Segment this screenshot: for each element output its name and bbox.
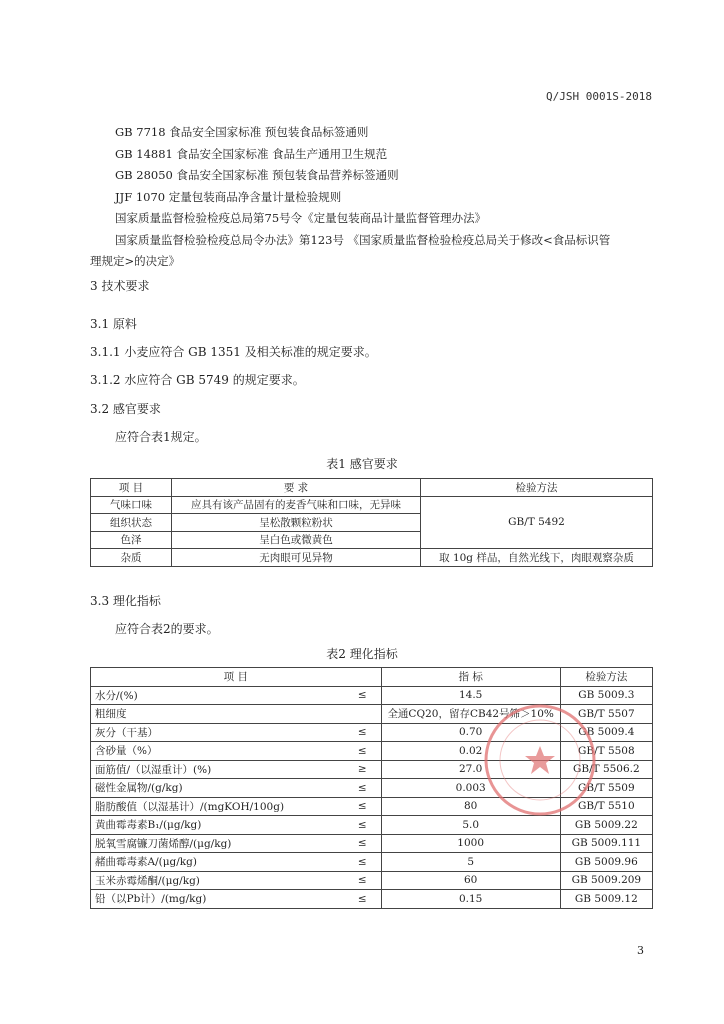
table-cell: 取 10g 样品，自然光线下，肉眼观察杂质 xyxy=(421,549,653,567)
table-header: 检验方法 xyxy=(560,668,652,687)
limit-value-cell: 0.02 xyxy=(381,742,560,761)
comparison-symbol-cell: ≤ xyxy=(323,686,382,705)
comparison-symbol-cell: ≤ xyxy=(323,853,382,872)
table-row xyxy=(91,816,653,835)
comparison-symbol-cell: ≤ xyxy=(323,834,382,853)
comparison-symbol-cell: ≤ xyxy=(323,779,382,798)
reference-list xyxy=(90,122,660,273)
table-row xyxy=(91,834,653,853)
paragraph: 应符合表1规定。 xyxy=(115,430,207,444)
test-method-cell: GB/T 5508 xyxy=(560,742,652,761)
table-row xyxy=(91,779,653,798)
table-row xyxy=(91,760,653,779)
section-heading: 3.2 感官要求 xyxy=(90,402,161,416)
standard-code: Q/JSH 0001S-2018 xyxy=(546,90,652,103)
item-name-cell: 粗细度 xyxy=(91,705,323,724)
test-method-cell: GB 5009.96 xyxy=(560,853,652,872)
section-heading: 3.1 原料 xyxy=(90,317,137,331)
test-method-cell: GB 5009.12 xyxy=(560,890,652,909)
table-row xyxy=(91,723,653,742)
table-cell: GB/T 5492 xyxy=(421,496,653,549)
item-name-cell: 水分/(%) xyxy=(91,686,323,705)
table-row xyxy=(91,742,653,761)
reference-item: GB 7718 食品安全国家标准 预包装食品标签通则 xyxy=(115,125,369,139)
clause-text: 3.1.1 小麦应符合 GB 1351 及相关标准的规定要求。 xyxy=(90,345,377,359)
test-method-cell: GB 5009.111 xyxy=(560,834,652,853)
reference-item: 国家质量监督检验检疫总局第75号令《定量包装商品计量监督管理办法》 xyxy=(115,211,487,225)
table-row xyxy=(91,549,653,567)
table-cell: 呈白色或微黄色 xyxy=(172,531,421,549)
limit-value-cell: 60 xyxy=(381,871,560,890)
table-row xyxy=(91,890,653,909)
table-cell: 组织状态 xyxy=(91,514,172,532)
table-row xyxy=(91,496,653,514)
reference-item: GB 14881 食品安全国家标准 食品生产通用卫生规范 xyxy=(115,146,388,161)
limit-value-cell: 0.70 xyxy=(381,723,560,742)
table-header: 检验方法 xyxy=(421,479,653,497)
limit-value-cell: 14.5 xyxy=(381,686,560,705)
page-number: 3 xyxy=(637,944,644,957)
table-header: 要 求 xyxy=(172,479,421,497)
table-caption: 表2 理化指标 xyxy=(326,647,398,661)
table-row xyxy=(91,797,653,816)
test-method-cell: GB/T 5506.2 xyxy=(560,760,652,779)
table-cell: 色泽 xyxy=(91,531,172,549)
limit-value-cell: 27.0 xyxy=(381,760,560,779)
table-cell: 呈松散颗粒粉状 xyxy=(172,514,421,532)
limit-value-cell: 0.15 xyxy=(381,890,560,909)
limit-value-cell: 全通CQ20，留存CB42号筛＞10% xyxy=(381,705,560,724)
item-name-cell: 赭曲霉毒素A/(μg/kg) xyxy=(91,853,323,872)
limit-value-cell: 0.003 xyxy=(381,779,560,798)
table-header: 项 目 xyxy=(91,668,382,687)
table-row xyxy=(91,871,653,890)
limit-value-cell: 1000 xyxy=(381,834,560,853)
table-cell: 应具有该产品固有的麦香气味和口味，无异味 xyxy=(172,496,421,514)
section-heading: 3.3 理化指标 xyxy=(90,594,161,608)
table-body xyxy=(91,686,653,908)
test-method-cell: GB 5009.3 xyxy=(560,686,652,705)
test-method-cell: GB 5009.4 xyxy=(560,723,652,742)
limit-value-cell: 5.0 xyxy=(381,816,560,835)
item-name-cell: 脱氧雪腐镰刀菌烯醇/(μg/kg) xyxy=(91,834,323,853)
reference-item-continuation: 理规定>的决定》 xyxy=(90,254,181,268)
comparison-symbol-cell: ≤ xyxy=(323,871,382,890)
comparison-symbol-cell: ≤ xyxy=(323,816,382,835)
comparison-symbol-cell: ≤ xyxy=(323,723,382,742)
table-row xyxy=(91,705,653,724)
physicochemical-table xyxy=(90,667,653,909)
reference-item: JJF 1070 定量包装商品净含量计量检验规则 xyxy=(115,189,342,204)
comparison-symbol-cell: ≤ xyxy=(323,797,382,816)
item-name-cell: 黄曲霉毒素B₁/(μg/kg) xyxy=(91,816,323,835)
table-header: 项 目 xyxy=(91,479,172,497)
test-method-cell: GB/T 5510 xyxy=(560,797,652,816)
test-method-cell: GB/T 5509 xyxy=(560,779,652,798)
item-name-cell: 灰分（干基） xyxy=(91,723,323,742)
item-name-cell: 铅（以Pb计）/(mg/kg) xyxy=(91,890,323,909)
limit-value-cell: 80 xyxy=(381,797,560,816)
table-row xyxy=(91,853,653,872)
table-row xyxy=(91,686,653,705)
test-method-cell: GB 5009.209 xyxy=(560,871,652,890)
table-cell: 无肉眼可见异物 xyxy=(172,549,421,567)
test-method-cell: GB/T 5507 xyxy=(560,705,652,724)
table-header: 指 标 xyxy=(381,668,560,687)
table-cell: 气味口味 xyxy=(91,496,172,514)
table-header-row xyxy=(91,479,653,497)
test-method-cell: GB 5009.22 xyxy=(560,816,652,835)
item-name-cell: 面筋值/（以湿重计）(%) xyxy=(91,760,323,779)
table-header-row xyxy=(91,668,653,687)
comparison-symbol-cell xyxy=(323,705,382,724)
section-heading: 3 技术要求 xyxy=(90,279,150,293)
limit-value-cell: 5 xyxy=(381,853,560,872)
sensory-table xyxy=(90,478,653,567)
table-caption: 表1 感官要求 xyxy=(326,457,398,471)
comparison-symbol-cell: ≤ xyxy=(323,890,382,909)
item-name-cell: 脂肪酸值（以湿基计）/(mgKOH/100g) xyxy=(91,797,323,816)
comparison-symbol-cell: ≤ xyxy=(323,742,382,761)
item-name-cell: 磁性金属物/(g/kg) xyxy=(91,779,323,798)
comparison-symbol-cell: ≥ xyxy=(323,760,382,779)
table-cell: 杂质 xyxy=(91,549,172,567)
item-name-cell: 玉米赤霉烯酮/(μg/kg) xyxy=(91,871,323,890)
reference-item: 国家质量监督检验检疫总局令办法》第123号 《国家质量监督检验检疫总局关于修改<食品标识管 xyxy=(115,232,611,247)
paragraph: 应符合表2的要求。 xyxy=(115,622,219,636)
clause-text: 3.1.2 水应符合 GB 5749 的规定要求。 xyxy=(90,373,305,387)
item-name-cell: 含砂量（%） xyxy=(91,742,323,761)
reference-item: GB 28050 食品安全国家标准 预包装食品营养标签通则 xyxy=(115,168,399,182)
